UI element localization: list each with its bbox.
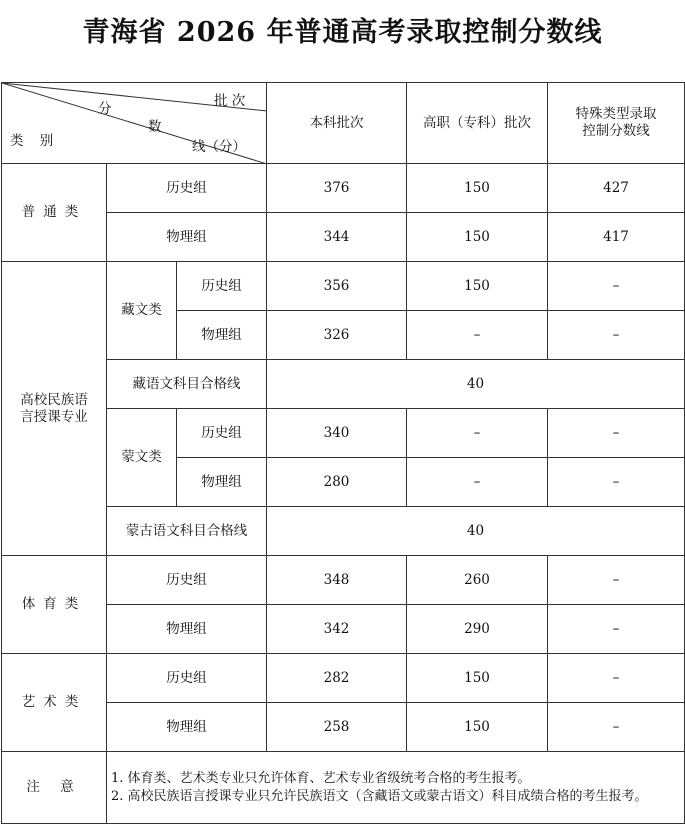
vocational-score: 150: [407, 703, 548, 752]
group-cell: 物理组: [107, 703, 267, 752]
vocational-score: 290: [407, 605, 548, 654]
header-row: [2, 83, 685, 164]
pass-line-value-meng: 40: [267, 507, 685, 556]
undergrad-score: 340: [267, 409, 407, 458]
category-minzu: [2, 262, 107, 556]
diag-label-category: 类 别: [10, 133, 60, 149]
special-score: –: [548, 409, 685, 458]
category-tiyu: 体育类: [2, 556, 107, 654]
table-row: [2, 164, 685, 213]
vocational-score: –: [407, 458, 548, 507]
notes-cell: [107, 752, 685, 824]
score-table: [1, 82, 685, 824]
note-2: 2. 高校民族语言授课专业只允许民族语文（含藏语文或蒙古语文）科目成绩合格的考生报考。: [111, 788, 648, 804]
pass-line-value-zang: 40: [267, 360, 685, 409]
subcategory-zang: 藏文类: [107, 262, 177, 360]
col-special-line-2: 控制分数线: [582, 123, 650, 139]
special-score: 417: [548, 213, 685, 262]
diag-label-batch: 批 次: [214, 93, 246, 109]
undergrad-score: 344: [267, 213, 407, 262]
page-title: 青海省 2026 年普通高考录取控制分数线: [82, 17, 603, 48]
group-cell: 历史组: [107, 556, 267, 605]
group-cell: 历史组: [107, 164, 267, 213]
diag-label-score-2: 数: [148, 119, 162, 135]
vocational-score: –: [407, 409, 548, 458]
group-cell: 历史组: [177, 262, 267, 311]
vocational-score: –: [407, 311, 548, 360]
undergrad-score: 280: [267, 458, 407, 507]
group-cell: 历史组: [177, 409, 267, 458]
special-score: –: [548, 703, 685, 752]
special-score: 427: [548, 164, 685, 213]
special-score: –: [548, 262, 685, 311]
vocational-score: 260: [407, 556, 548, 605]
undergrad-score: 376: [267, 164, 407, 213]
special-score: –: [548, 654, 685, 703]
notes-label: 注 意: [2, 752, 107, 824]
special-score: –: [548, 311, 685, 360]
vocational-score: 150: [407, 164, 548, 213]
vocational-score: 150: [407, 213, 548, 262]
special-score: –: [548, 605, 685, 654]
category-yishu: 艺术类: [2, 654, 107, 752]
table-row: [2, 556, 685, 605]
undergrad-score: 326: [267, 311, 407, 360]
diagonal-header-cell: [2, 83, 267, 164]
special-score: –: [548, 458, 685, 507]
undergrad-score: 258: [267, 703, 407, 752]
undergrad-score: 356: [267, 262, 407, 311]
diag-label-score-1: 分: [98, 101, 112, 117]
diag-label-line: 线（分）: [192, 139, 246, 155]
group-cell: 历史组: [107, 654, 267, 703]
group-cell: 物理组: [107, 213, 267, 262]
vocational-score: 150: [407, 654, 548, 703]
group-cell: 物理组: [107, 605, 267, 654]
col-special-line-1: 特殊类型录取: [575, 106, 657, 123]
special-score: –: [548, 556, 685, 605]
undergrad-score: 348: [267, 556, 407, 605]
undergrad-score: 282: [267, 654, 407, 703]
group-cell: 物理组: [177, 458, 267, 507]
subcategory-meng: 蒙文类: [107, 409, 177, 507]
pass-line-label-zang: 藏语文科目合格线: [107, 360, 267, 409]
pass-line-label-meng: 蒙古语文科目合格线: [107, 507, 267, 556]
col-undergrad: 本科批次: [267, 83, 407, 164]
notes-row: [2, 752, 685, 824]
note-1: 1. 体育类、艺术类专业只允许体育、艺术专业省级统考合格的考生报考。: [111, 770, 531, 786]
category-minzu-line-1: 高校民族语: [20, 391, 88, 408]
col-special: [548, 83, 685, 164]
category-minzu-line-2: 言授课专业: [20, 408, 88, 425]
table-row: [2, 654, 685, 703]
undergrad-score: 342: [267, 605, 407, 654]
group-cell: 物理组: [177, 311, 267, 360]
category-putong: 普通类: [2, 164, 107, 262]
vocational-score: 150: [407, 262, 548, 311]
col-vocational: 高职（专科）批次: [407, 83, 548, 164]
table-row: [2, 262, 685, 311]
